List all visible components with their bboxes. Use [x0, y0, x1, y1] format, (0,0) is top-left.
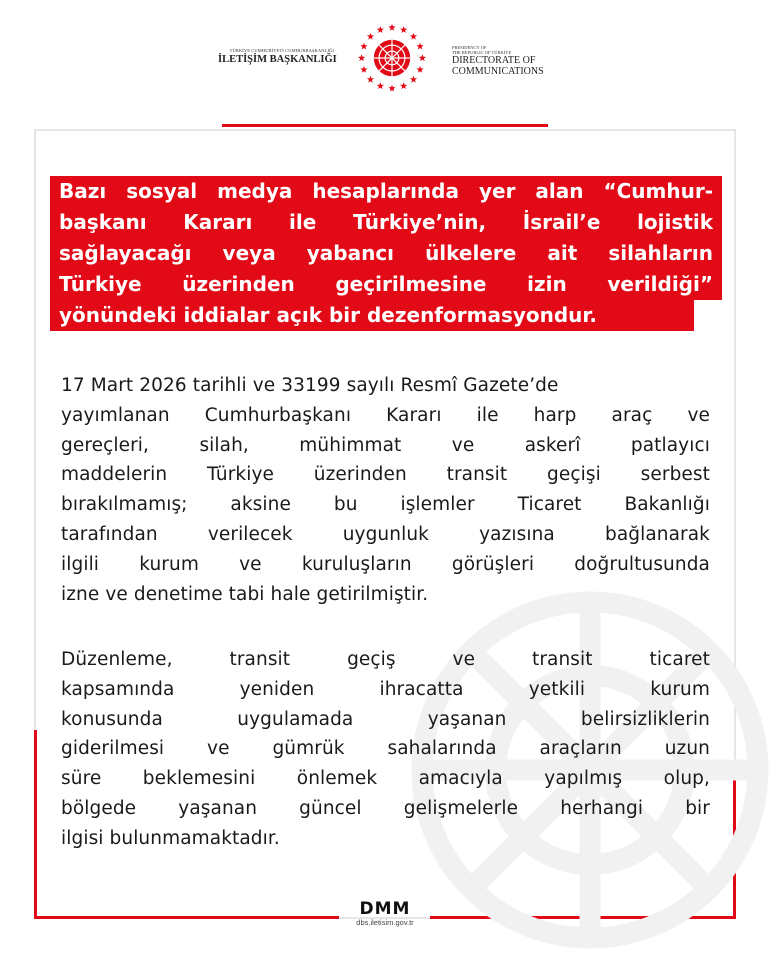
paragraph-line: 17 Mart 2026 tarihli ve 33199 sayılı Resmî Gazete’de: [61, 375, 559, 396]
paragraph-line: bırakılmamış; aksine bu işlemler Ticaret Bakanlığı: [61, 494, 710, 516]
emblem-star: [377, 26, 384, 33]
footer-url: dbs.iletisim.gov.tr: [356, 918, 414, 927]
dmm-logo: DMM: [359, 899, 411, 919]
headline-line: Bazı sosyal medya hesaplarında yer alan “Cumhur-: [50, 176, 722, 207]
emblem-star: [360, 66, 367, 73]
header-right-title-2: COMMUNICATIONS: [452, 66, 544, 77]
body-paragraph-1: [61, 371, 710, 609]
headline-line: sağlayacağı veya yabancı ülkelere ait silahların: [50, 238, 722, 269]
header-left-title: İLETİŞİM BAŞKANLIĞI: [218, 54, 337, 65]
paragraph-line: Düzenleme, transit geçiş ve transit ticaret: [61, 649, 710, 670]
emblem-star: [419, 54, 426, 61]
headline-line: Türkiye üzerinden geçirilmesine izin verildiği”: [50, 269, 722, 300]
paragraph-line: bölgede yaşanan güncel gelişmelerle herhangi bir: [61, 797, 710, 819]
headline-line: başkanı Kararı ile Türkiye’nin, İsrail’e lojistik: [50, 207, 722, 238]
paragraph-line: süre beklemesini önlemek amacıyla yapılmış olup,: [61, 768, 710, 790]
header-right-logotype: [452, 45, 582, 77]
paragraph-line: ilgili kurum ve kuruluşların görüşleri doğrultusunda: [61, 553, 710, 575]
emblem-star: [410, 76, 417, 83]
emblem-star: [400, 26, 407, 33]
emblem-star: [388, 85, 395, 92]
headline-line: yönündeki iddialar açık bir dezenformasyondur.: [50, 300, 694, 331]
paragraph-line: gereçleri, silah, mühimmat ve askerî patlayıcı: [61, 434, 710, 456]
paragraph-line: maddelerin Türkiye üzerinden transit geçişi serbest: [61, 464, 710, 486]
header-right-subtitle-1: PRESIDENCY OF: [452, 45, 487, 50]
emblem-star: [358, 54, 365, 61]
paragraph-line: yayımlanan Cumhurbaşkanı Kararı ile harp araç ve: [61, 404, 710, 426]
emblem-star: [360, 43, 367, 50]
header: [0, 0, 770, 110]
emblem-star: [400, 82, 407, 89]
footer-logo: [340, 900, 430, 927]
headline-block: [50, 176, 722, 331]
header-right-subtitle-2: THE REPUBLIC OF TÜRKİYE: [452, 50, 512, 55]
emblem-star: [367, 76, 374, 83]
paragraph-line: giderilmesi ve gümrük sahalarında araçların uzun: [61, 738, 710, 760]
emblem-star: [377, 82, 384, 89]
emblem-star: [410, 33, 417, 40]
emblem-star: [416, 43, 423, 50]
emblem-star: [388, 24, 395, 31]
header-left-subtitle: TÜRKİYE CUMHURİYETİ CUMHURBAŞKANLIĞI: [229, 48, 334, 53]
paragraph-line: tarafından verilecek uygunluk yazısına bağlanarak: [61, 523, 710, 545]
paragraph-line: konusunda uygulamada yaşanan belirsizliklerin: [61, 708, 710, 730]
frame-top-accent: [222, 124, 548, 127]
paragraph-line: ilgisi bulunmamaktadır.: [61, 827, 280, 849]
paragraph-line: izne ve denetime tabi hale getirilmiştir.: [61, 583, 429, 605]
frame-left-accent: [34, 730, 37, 919]
header-right-title-1: DIRECTORATE OF: [452, 55, 536, 66]
header-left-logotype: [218, 48, 337, 65]
emblem-star: [367, 33, 374, 40]
paragraph-line: kapsamında yeniden ihracatta yetkili kurum: [61, 678, 710, 700]
presidential-seal-icon: [354, 20, 430, 96]
emblem-star: [416, 66, 423, 73]
frame-bottom-left-accent: [34, 916, 339, 919]
body-paragraph-2: [61, 645, 710, 854]
